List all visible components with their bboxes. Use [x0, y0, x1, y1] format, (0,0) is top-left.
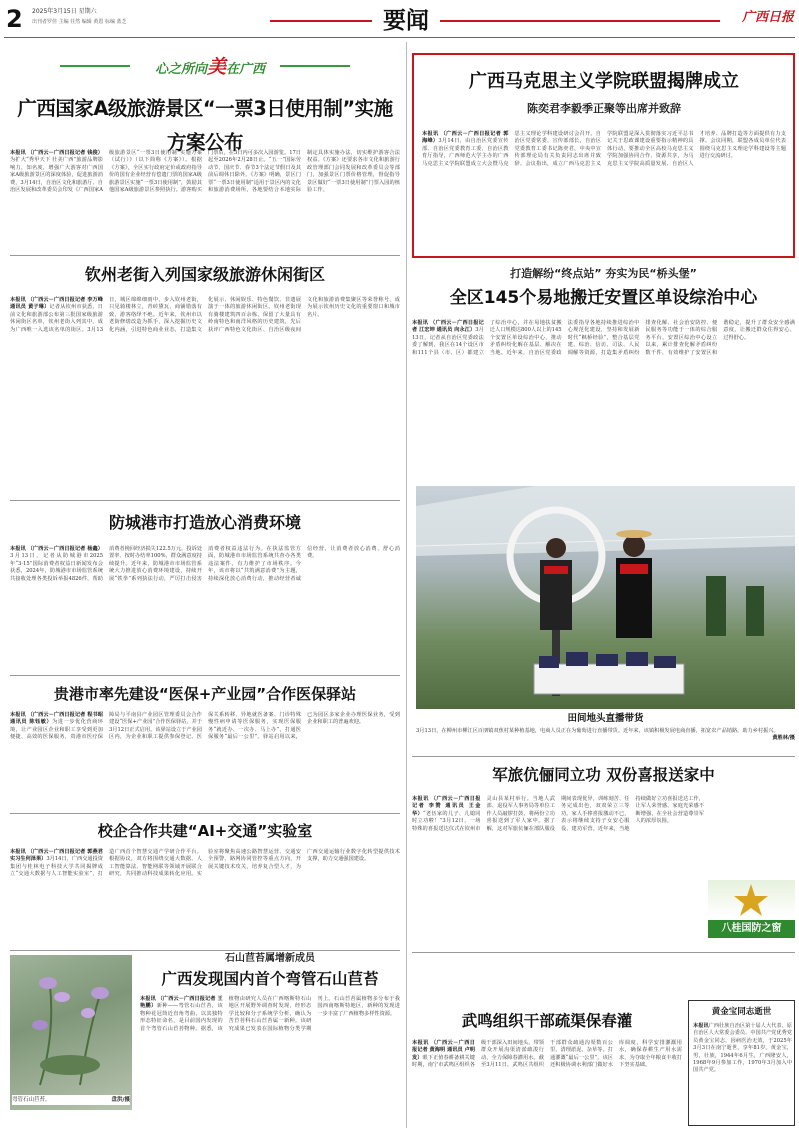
article-body-ai-traffic: [10, 849, 400, 949]
article-title-guigang: 贵港市率先建设“医保+产业园”合作医保驿站: [53, 685, 357, 703]
livestream-photo: [416, 486, 795, 709]
body-wuming: 眼下正值春耕备耕关键时期，南宁市武鸣区组织各级干部深入田间地头，带领群众开展沟渠清淤疏浚行动，全力保障春灌用水。截至3月11日，武鸣区共组织干部群众疏通沟渠数百公里，清理淤泥、杂草等，打通灌溉“最后一公里”。该区还积极协调水利部门做好水库调度，科学安排灌溉用水，确保春耕生产用水需求，为夺取全年粮食丰收打下坚实基础。: [412, 1040, 682, 1069]
body-military: “老伍家的儿子、儿媳同时立功啦！”3月12日，一场特殊的喜报送达仪式在钦州市灵山县某村举行。当地人武部、退役军人事务局等单位工作人员敲锣打鼓，将两份立功喜报送到了军人家中。据了解，这对军旅伉俪在部队服役期间表现优异，训练刻苦、任务完成出色，双双荣立三等功。家人手捧喜报激动不已，表示将继续支持子女安心服役、建功军营。近年来，当地持续做好立功喜报送达工作，让军人荣誉感、家庭光荣感不断增强，在全社会营造尊崇军人的浓厚氛围。: [412, 796, 704, 832]
body-marxism: 3月14日，由自治区党委宣传部、自治区党委教育工委、自治区教育厅指导，广西师范大学主办的广西马克思主义学院联盟成立大会暨马克思主义理论学科建设研讨会召开。自治区党委常委、宣传部部长，自治区党委教育工委书记陈奕君，中央中宣传部理论局有关负责同志出席并致辞。会议指出，成立广西马克思主义学院联盟是深入贯彻落实习近平总书记关于思政课建设重要指示精神的具体行动，要推动全区高校马克思主义学院加强协同合作、资源共享，为马克思主义学院高质量发展、自治区人才培养、品牌打造等方面提供有力支撑。会议同期，联盟各成员单位代表围绕马克思主义理论学科建设等主题进行交流研讨。: [422, 131, 786, 167]
article-title-qinzhou: 钦州老街入列国家级旅游休闲街区: [84, 265, 325, 284]
column-divider: [406, 42, 407, 1128]
banner-deco-left: [60, 65, 130, 67]
body-tourism: 为扩大“秀甲天下 壮美广西”旅游品牌影响力，知名度，增强广大游客对广西国家A级旅游景区的深度体验，促进旅游消费，3月14日，自治区文化和旅游厅、自治区发展和改革委员会印发《广西国家A级旅游景区“一票3日使用制”实施方案（试行）》（以下简称《方案》）。根据《方案》，全区实行政府定价或政府指导价的国有企业经营有偿遗门票的国家A级旅游景区实施“一票3日使用制”，鼓励其他国家A级旅游景区参照执行。游客购买门票后，在3日内可多次入园游览。17日起至2026年2月28日止。“五一”国际劳动节、国庆节、春节3个法定节假日及其前后调休日除外。《方案》明确，景区门票“一票3日使用制”适用于景区内的文化和旅游消费场所，各地要结合本地实际制定具体实施办法，切实维护游客合法权益。《方案》还要求各市文化和旅游行政管理部门会同发展和改革委员会等部门，加强景区门票价格管理，督促指导景区做好“一票3日使用制”门票入园的核验工作。: [10, 150, 400, 194]
obituary-box: [688, 1000, 795, 1126]
obituary-body: [693, 1023, 792, 1123]
featured-article-box: [412, 53, 795, 258]
article-title-wuming: 武鸣组织干部疏渠保春灌: [461, 1012, 633, 1030]
photo-caption: 3月13日，在柳州市柳江区百朋镇双蕉村某种植基地，电商人员正在为葡萄进行直播带货。近年来，该镇积极发展电商直播，拓宽农产品销路，助力乡村振兴。: [416, 728, 779, 734]
banner-deco-right: [280, 65, 350, 67]
flower-illustration: [10, 955, 132, 1090]
article-body-guigang: [10, 712, 400, 810]
flower-photo: [10, 955, 132, 1110]
article-title-fangchenggang: 防城港市打造放心消费环境: [108, 513, 301, 532]
flower-credit: 盘洪/摄: [111, 1097, 130, 1103]
banner-text-c: 在广西: [226, 62, 266, 77]
star-emblem-icon: [708, 880, 795, 920]
article-kicker-plant: 石山苣苔属增新成员: [225, 953, 315, 964]
byline-tourism: 本报讯 （广西云－广西日报记者 钱俊）: [10, 150, 103, 156]
article-title-military: 军旅伉俪同立功 双份喜报送家中: [492, 766, 715, 784]
article-body-mediation: [412, 320, 795, 480]
body-qinzhou: 记者从钦州市获悉，日前文化和旅游部公布第三批国家级旅游休闲街区名单，钦州老街入列其中，成为广西唯一入选该名单的街区。3月13日，城区绵绵细雨中，步入钦州老街，只见骑楼林立，青砖黛瓦，商铺错落有致，游客络绎不绝。近年来，钦州市以老街修缮改造为抓手，深入挖掘历史文化内涵，引进特色商业业态，打造集文化展示、休闲娱乐、特色餐饮、非遗展演于一体的旅游休闲街区。钦州老街现有骑楼建筑四百余栋，保留了大量具有岭南特色和南洋风格的历史建筑，先后获评广西特色文化街区、自治区级夜间文化和旅游消费集聚区等荣誉称号，成为展示钦州历史文化的重要窗口和城市名片。: [10, 297, 400, 333]
article-body-plant: [140, 996, 400, 1112]
photo-credit: 黄胜林/摄: [772, 735, 795, 741]
national-defense-banner: [708, 880, 795, 940]
article-body-tourism: [10, 150, 400, 250]
byline-plant: 本报讯 （广西云－广西日报记者 王艳鹏）: [140, 996, 223, 1010]
paper-logo: 广西日报: [741, 10, 794, 25]
byline-ai-traffic: 本报讯 （广西云－广西日报记者 郭燕君 实习生何泽果）: [10, 849, 103, 863]
banner-text-b: 美: [206, 56, 226, 78]
article-body-military: [412, 796, 704, 948]
byline-marxism: 本报讯 （广西云－广西日报记者 郭海峰）: [422, 131, 509, 145]
banner-text-a: 心之所向: [154, 62, 207, 77]
article-title-tourism: 广西国家A级旅游景区“一票3日使用制”实施方案公布: [17, 97, 393, 154]
body-obituary: 广西壮族自治区第十届人大代表、原自治区人大常委会委员、中国共产党优秀党员黄金宝同志，因病医治无效，于2025年3月3日在南宁逝世，享年81岁。黄金宝，男，壮族，1944年6月生，广西隆安人，1968年9月参加工作，1970年3月加入中国共产党。: [693, 1023, 792, 1074]
article-title-mediation: 全区145个易地搬迁安置区单设综治中心: [449, 288, 758, 308]
body-ai-traffic: 3月14日，广西交通投资集团与桂林电子科技大学共同揭牌成立“交通大数据与人工智能实验室”，打造广西首个智慧交通产学研合作平台。根据协议，双方将围绕交通大数据、人工智能算法、智能网联等领域开展联合研究，共同推动科技成果转化应用。实验室将聚焦高速公路智慧运营、交通安全预警、路网协同管控等重点方向，开展关键技术攻关，培养复合型人才，为广西交通运输行业数字化转型提供技术支撑，助力交通强国建设。: [10, 849, 400, 878]
section-title: 要闻: [383, 8, 429, 34]
article-title-ai-traffic: 校企合作共建“AI+交通”实验室: [97, 822, 313, 840]
article-title-plant: 广西发现国内首个弯管石山苣苔: [161, 970, 379, 988]
masthead-line-left: [270, 20, 372, 22]
obituary-title: 黄金宝同志逝世: [711, 1007, 772, 1017]
national-defense-banner-label: 八桂国防之窗: [708, 920, 795, 938]
masthead-bottom-rule: [4, 37, 795, 38]
body-mediation: 3月13日，记者从自治区党委政法委了解到，我区在14个设区市和111个县（市、区）都建立了综治中心，并在易地扶贫搬迁人口规模达800人以上的145个安置区单设综治中心，推动矛盾纠纷化解在基层、解决在当地。近年来，自治区党委政法委指导各地持续推进综治中心规范化建设，坚持和发展新时代“枫桥经验”，整合基层党建、综治、信访、司法、人民调解等资源，打造集矛盾纠纷排查化解、社会治安防控、便民服务等功能于一体的综合服务平台。安置区综治中心设立以来，累计排查化解矛盾纠纷数千件，有效维护了安置区和谐稳定，提升了群众安全感满意度，让搬迁群众住得安心、过得舒心。: [412, 320, 795, 356]
article-body-fangchenggang: [10, 546, 400, 670]
byline-qinzhou: 本报讯 （广西云－广西日报记者 李万峰 通讯员 黄子琳）: [10, 297, 103, 311]
byline-military: 本报讯 （广西云－广西日报记者 李赞 通讯员 王金华）: [412, 796, 481, 817]
flower-caption: 弯管石山苣苔。: [12, 1097, 51, 1103]
issue-date: 2025年3月15日 星期六: [32, 8, 97, 15]
body-guigang: 为进一步优化营商环境，让产业园区企业和职工享受到更加便捷、高效的医保服务，贵港市医疗保障局与平南县产业园区管理委员会合作建设“医保+产业园”合作医保驿站，并于3月12日正式启用。该驿站设立于产业园区内，为企业和职工提供参保登记、医保关系转移、异地就医备案、门诊特殊慢性病申请等医保服务，实现医保服务“就近办、一次办、马上办”，打通医保服务“最后一公里”。驿站启用以来，已为园区多家企业办理医保业务，受到企业和职工的普遍欢迎。: [10, 712, 400, 741]
byline-guigang: 本报讯 （广西云－广西日报记者 程书昭 通讯员 陈钰敏）: [10, 712, 103, 726]
masthead-line-right: [440, 20, 720, 22]
column-banner: [40, 48, 370, 84]
byline-obituary: 本报讯: [693, 1023, 709, 1029]
body-plant: 新种——弯管石山苣苔，该物种花冠筒近直角弯曲，以其独特形态特征命名，是目前国内发现的首个弯管石山苣苔物种。据悉，该植物由研究人员在广西喀斯特石山地区开展野外调查时发现，经形态学比较和分子系统学分析，确认为苦苣苔科石山苣苔属一新种。该研究成果已发表在国际植物分类学期刊上。石山苣苔属植物多分布于我国西南喀斯特地区，新种的发现进一步丰富了广西植物多样性资源。: [140, 996, 400, 1032]
byline-fangchenggang: 本报讯 （广西云－广西日报记者 杨鑫）: [10, 546, 103, 552]
photo-illustration: [416, 486, 795, 709]
photo-title: 田间地头直播带货: [567, 713, 644, 724]
article-title-marxism: 广西马克思主义学院联盟揭牌成立: [469, 71, 739, 92]
article-subtitle-marxism: 陈奕君李毅季正聚等出席并致辞: [527, 102, 681, 115]
byline-mediation: 本报讯 （广西云－广西日报记者 江宏坤 通讯员 向永江）: [412, 320, 484, 334]
photo-caption-block: [416, 728, 795, 750]
body-fangchenggang: 3月13日，记者从防城港市2025年“3·15”国际消费者权益日新闻发布会获悉，2024年，防城港市市场监管系统共接收处理各类投诉举报4826件，帮助消费者挽回经济损失122.5万元，投诉处置率、按时办结率100%，群众满意度持续提升。近年来，防城港市市场监管系统大力推进放心消费环境建设，持续开展“铁拳”系列执法行动，严厉打击侵害消费者权益违法行为。在执法监管方面，防城港市市场监管系统共查办各类违法案件，有力维护了市场秩序。今年，该市将以“共筑满意消费”为主题，持续深化放心消费行动，推动经营者诚信经营，让消费者放心消费、舒心消费。: [10, 546, 400, 582]
editor-credits: 出刊者罗佳 主编 任然 编辑 黄恩 标编 蓝芝: [32, 19, 127, 25]
page-number: 2: [6, 5, 23, 33]
byline-wuming: 本报讯 （广西云－广西日报记者 黄海明 通讯员 卢明发）: [412, 1040, 475, 1061]
article-body-wuming: [412, 1040, 682, 1124]
article-body-qinzhou: [10, 297, 400, 493]
article-body-marxism: [422, 131, 786, 251]
article-kicker-mediation: 打造解纷“终点站” 夯实为民“桥头堡”: [510, 267, 697, 280]
